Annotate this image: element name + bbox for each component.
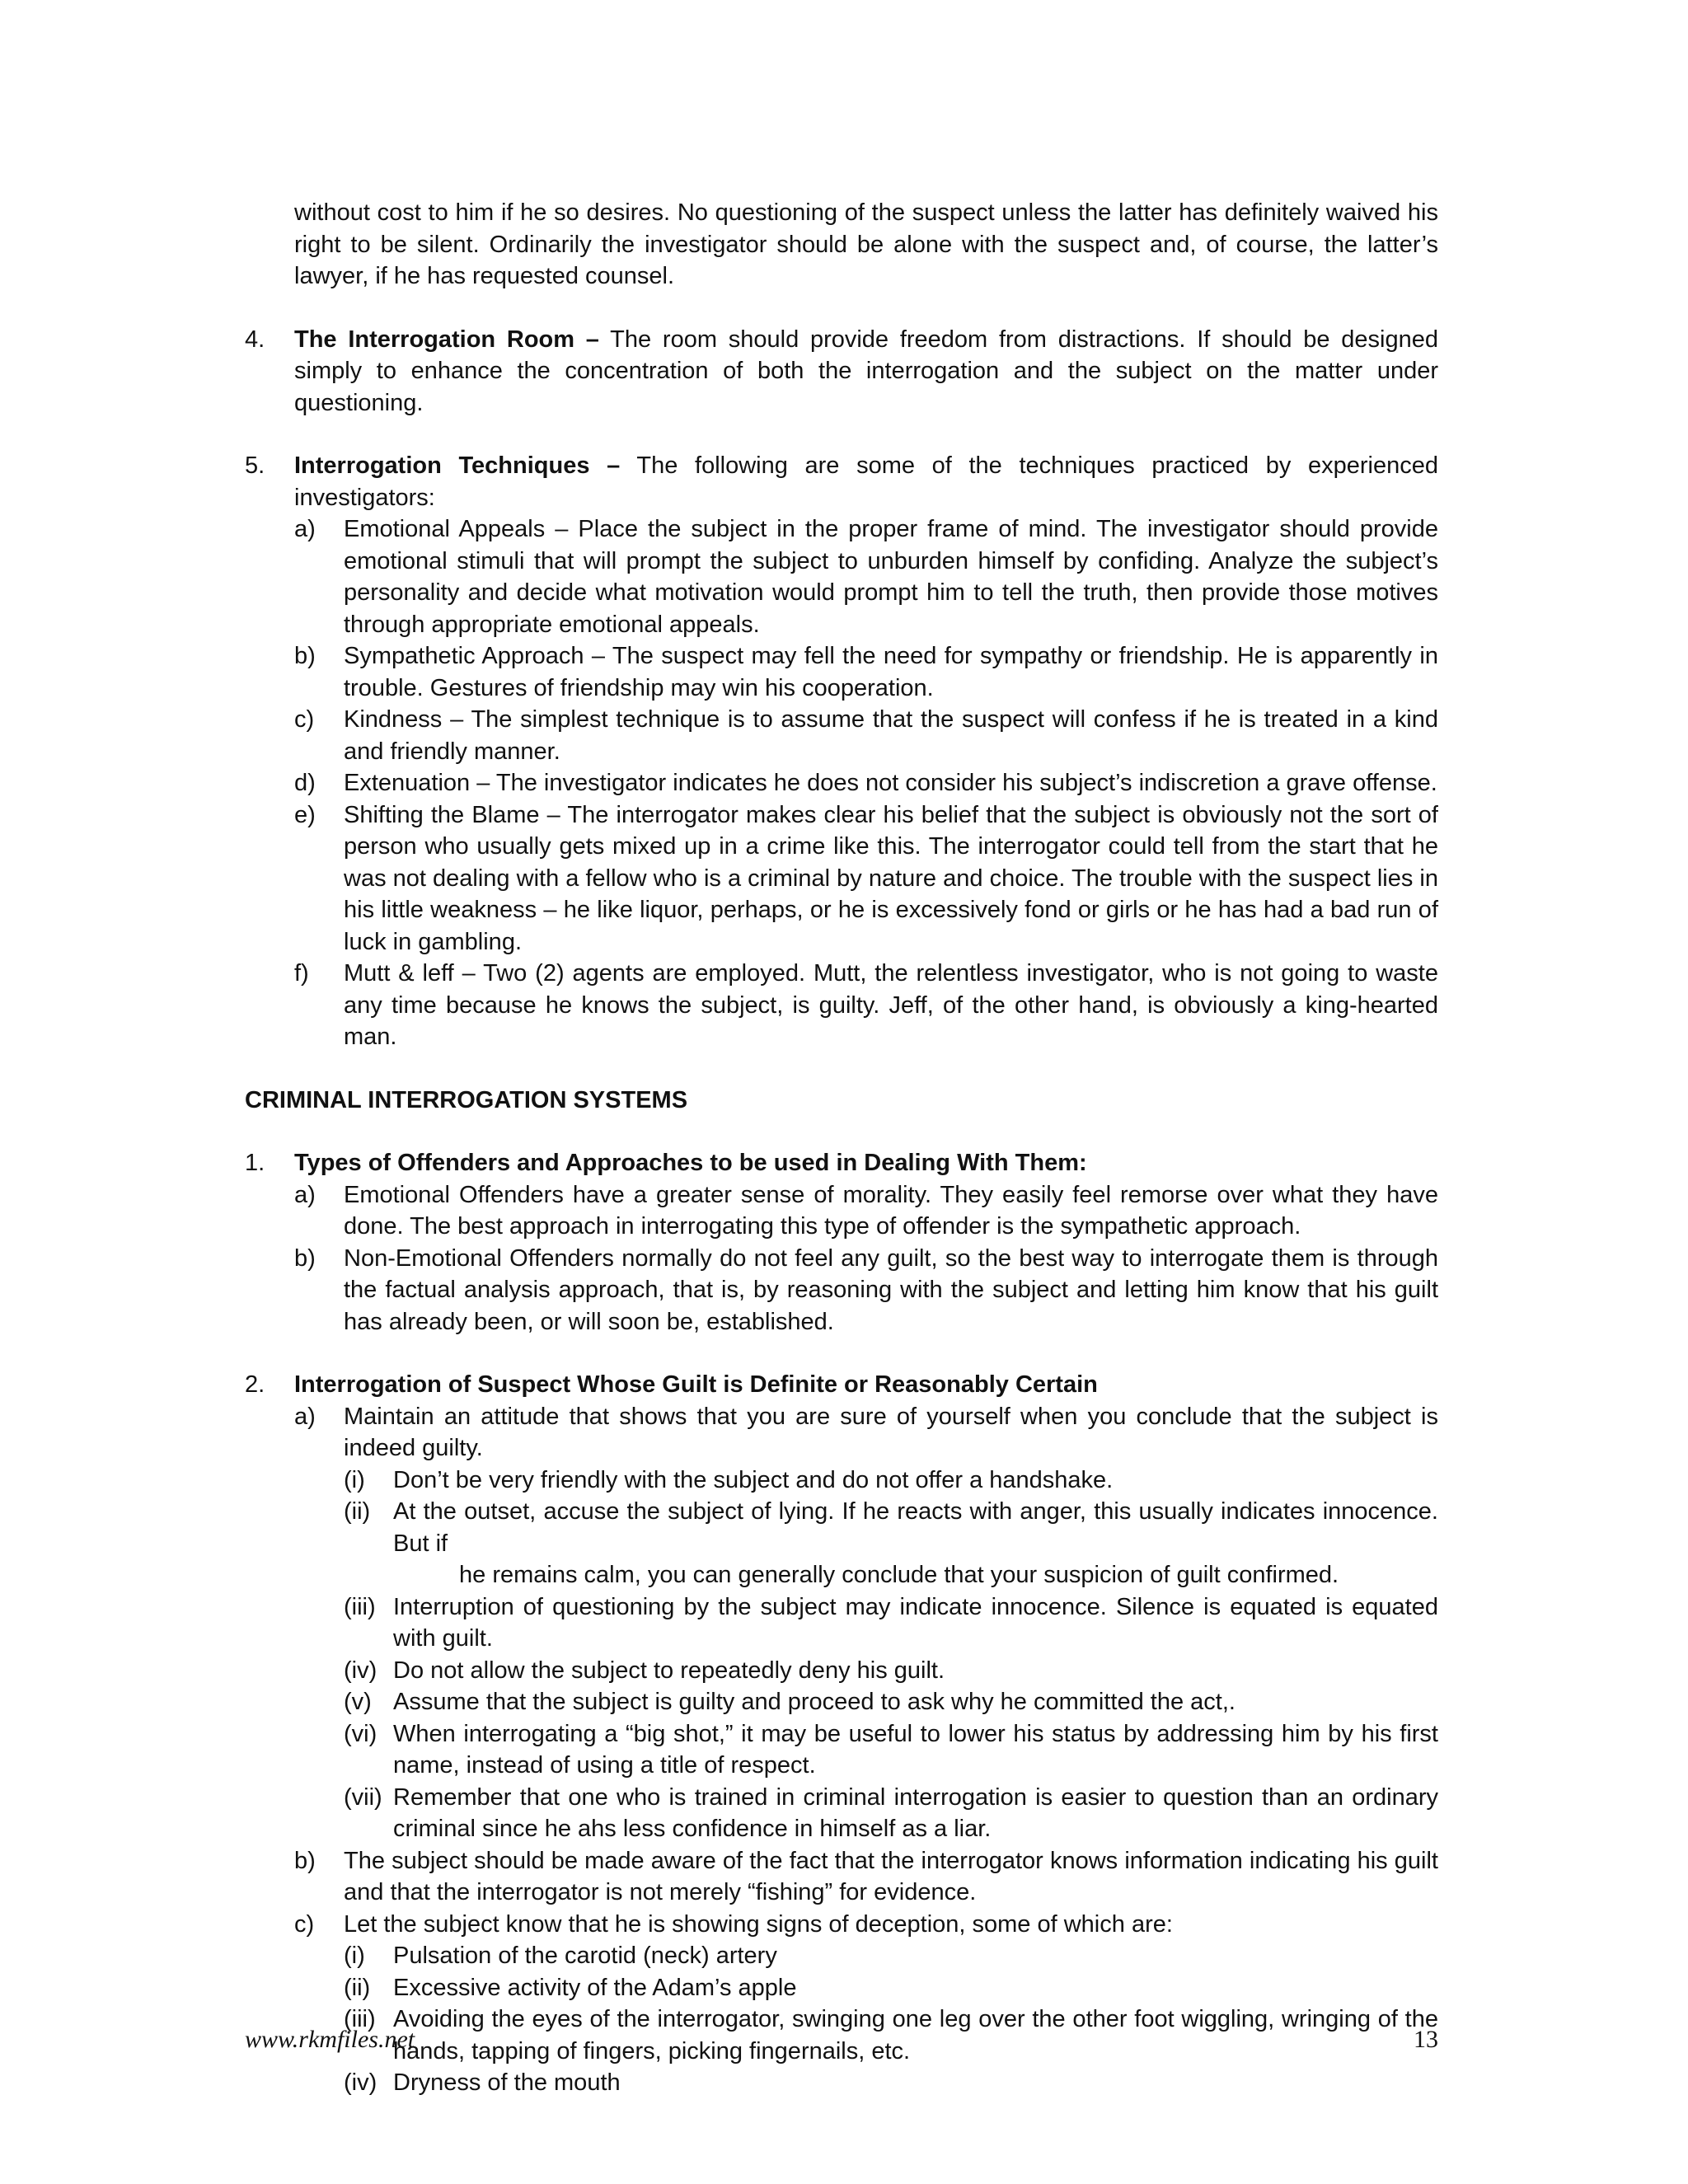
sub-item: (iv) Do not allow the subject to repeatedly deny his guilt.	[344, 1657, 945, 1684]
sub-item: (vii) Remember that one who is trained in criminal interrogation is easier to question than an ordinary criminal since he ahs less confidence in himself as a liar.	[344, 1783, 1438, 1842]
sub-list	[294, 1465, 1438, 1845]
list-item: a) Emotional Offenders have a greater sense of morality. They easily feel remorse over what they have done. The best approach in interrogating this type of offender is the sympathetic approach.	[294, 1181, 1438, 1240]
section-title: Interrogation Techniques –	[294, 452, 621, 479]
section-5	[245, 450, 1438, 513]
offender-list	[245, 1179, 1438, 1338]
list-item: b) The subject should be made aware of the fact that the interrogator knows information indicating his guilt and that the interrogator is not merely “fishing” for evidence.	[294, 1847, 1438, 1905]
section-number: 1.	[245, 1150, 265, 1176]
list-item: c) Kindness – The simplest technique is to assume that the suspect will confess if he is treated in a kind and friendly manner.	[294, 706, 1438, 765]
sub-item: (v) Assume that the subject is guilty and proceed to ask why he committed the act,.	[344, 1689, 1236, 1715]
list-item: f) Mutt & leff – Two (2) agents are employed. Mutt, the relentless investigator, who is not going to waste any time because he knows the subject, is guilty. Jeff, of the other hand, is obviously a king-hearted man.	[294, 960, 1438, 1050]
section-4	[245, 324, 1438, 419]
list-item: b) Non-Emotional Offenders normally do not feel any guilt, so the best way to interrogate them is through the factual analysis approach, that is, by reasoning with the subject and letting him know that his guilt has already been, or will soon be, established.	[294, 1244, 1438, 1335]
system-1	[245, 1147, 1438, 1179]
section-number: 4.	[245, 326, 265, 353]
sub-item: (iii) Avoiding the eyes of the interrogator, swinging one leg over the other foot wiggling, wringing of the hands, tapping of fingers, picking fingernails, etc.	[344, 2006, 1438, 2064]
section-text: The following are some of the techniques practiced by experienced investigators:	[294, 452, 1438, 511]
list-item: a) Emotional Appeals – Place the subject in the proper frame of mind. The investigator should provide emotional stimuli that will prompt the subject to unburden himself by confiding. Analyze the subject’s personality and decide what motivation would prompt him to tell the truth, then provide those motives through appropriate emotional appeals.	[294, 516, 1438, 638]
footer-website: www.rkmfiles.net	[245, 2026, 415, 2053]
sub-item: (ii) At the outset, accuse the subject of lying. If he reacts with anger, this usually indicates innocence. But if he remains calm, you can generally conclude that your suspicion of guilt confirmed.	[344, 1498, 1438, 1588]
section-text: The room should provide freedom from distractions. If should be designed simply to enhance the concentration of both the interrogation and the subject on the matter under questioning.	[294, 326, 1439, 416]
page-content	[245, 197, 1438, 2099]
section-heading: CRIMINAL INTERROGATION SYSTEMS	[245, 1086, 688, 1113]
sub-item: (i) Pulsation of the carotid (neck) artery	[344, 1943, 777, 1969]
guilt-list	[245, 1401, 1438, 2099]
section-number: 2.	[245, 1371, 265, 1398]
list-item: b) Sympathetic Approach – The suspect may fell the need for sympathy or friendship. He is apparently in trouble. Gestures of friendship may win his cooperation.	[294, 643, 1438, 701]
list-item: e) Shifting the Blame – The interrogator makes clear his belief that the subject is obviously not the sort of person who usually gets mixed up in a crime like this. The interrogator could tell from the start that he was not dealing with a fellow who is a criminal by nature and choice. The trouble with the suspect lies in his little weakness – he like liquor, perhaps, or he is excessively fond or girls or he has had a bad run of luck in gambling.	[294, 801, 1438, 955]
page-number: 13	[1414, 2026, 1438, 2053]
sub-item: (i) Don’t be very friendly with the subject and do not offer a handshake.	[344, 1466, 1114, 1493]
sub-item: (iv) Dryness of the mouth	[344, 2069, 621, 2096]
section-number: 5.	[245, 452, 265, 479]
list-item: c) Let the subject know that he is showing signs of deception, some of which are:	[294, 1910, 1173, 1938]
list-item: a) Maintain an attitude that shows that you are sure of yourself when you conclude that the subject is indeed guilty.	[294, 1403, 1438, 1461]
section-title: Interrogation of Suspect Whose Guilt is Definite or Reasonably Certain	[294, 1371, 1098, 1398]
section-title: The Interrogation Room –	[294, 326, 599, 353]
sub-item: (iii) Interruption of questioning by the subject may indicate innocence. Silence is equated is equated with guilt.	[344, 1593, 1438, 1652]
section-title: Types of Offenders and Approaches to be used in Dealing With Them:	[294, 1150, 1087, 1176]
sub-item: (vi) When interrogating a “big shot,” it may be useful to lower his status by addressing him by his first name, instead of using a title of respect.	[344, 1720, 1438, 1779]
system-2	[245, 1369, 1438, 1401]
technique-list	[245, 513, 1438, 1053]
sub-item: (ii) Excessive activity of the Adam’s apple	[344, 1974, 797, 2001]
intro-paragraph: without cost to him if he so desires. No questioning of the suspect unless the latter has definitely waived his right to be silent. Ordinarily the investigator should be alone with the suspect and, of course, the latter’s lawyer, if he has requested counsel.	[294, 199, 1438, 289]
list-item: d) Extenuation – The investigator indicates he does not consider his subject’s indiscretion a grave offense.	[294, 770, 1437, 796]
sub-list	[294, 1940, 1438, 2099]
